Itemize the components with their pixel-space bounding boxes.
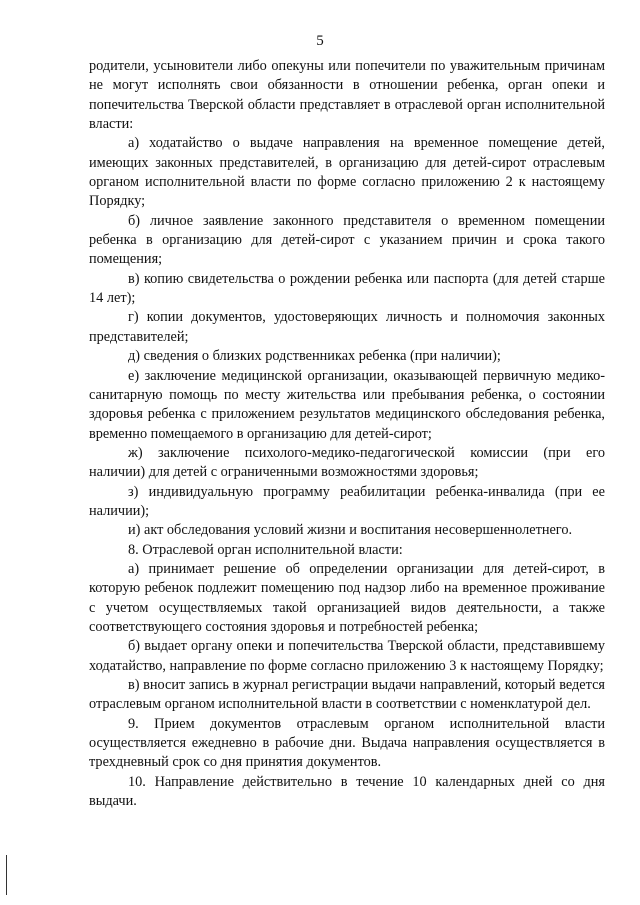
paragraph-item-b: б) личное заявление законного представителя о временном помещении ребенка в организацию для детей-сирот с указанием причин и срока такого помещения;	[89, 212, 605, 268]
paragraph-item-i: и) акт обследования условий жизни и воспитания несовершеннолетнего.	[128, 522, 573, 539]
document-body	[89, 57, 605, 811]
paragraph-item-zh: ж) заключение психолого-медико-педагогической комиссии (при его наличии) для детей с ограниченными возможностями здоровья;	[89, 444, 605, 481]
paragraph-item-z: з) индивидуальную программу реабилитации ребенка-инвалида (при ее наличии);	[89, 483, 605, 519]
paragraph-item-e: е) заключение медицинской организации, оказывающей первичную медико-санитарную помощь по месту жительства или пребывания ребенка, о состоянии здоровья ребенка с приложением результатов медицинского обследования ребенка, временно помещаемого в организацию для детей-сирот;	[89, 367, 605, 442]
paragraph-item-v: в) копию свидетельства о рождении ребенка или паспорта (для детей старше 14 лет);	[89, 270, 605, 307]
paragraph-8-item-v: в) вносит запись в журнал регистрации выдачи направлений, который ведется отраслевым органом исполнительной власти в соответствии с номенклатурой дел.	[89, 677, 605, 713]
paragraph-continuation: родители, усыновители либо опекуны или попечители по уважительным причинам не могут исполнять свои обязанности в отношении ребенка, орган опеки и попечительства Тверской области представляет в отраслевой орган исполнительной власти:	[89, 58, 605, 133]
paragraph-item-a: а) ходатайство о выдаче направления на временное помещение детей, имеющих законных представителей, в организацию для детей-сирот отраслевым органом исполнительной власти по форме согласно приложению 2 к настоящему Порядку;	[89, 135, 605, 210]
scan-edge-mark	[6, 855, 7, 895]
paragraph-8-item-b: б) выдает органу опеки и попечительства Тверской области, представившему ходатайство, направление по форме согласно приложению 3 к настоящему Порядку;	[89, 638, 605, 674]
paragraph-item-d: д) сведения о близких родственниках ребенка (при наличии);	[128, 348, 501, 365]
section-9-paragraph: 9. Прием документов отраслевым органом исполнительной власти осуществляется ежедневно в рабочие дни. Выдача направления осуществляется в трехдневный срок со дня принятия документов.	[89, 715, 605, 771]
section-10-paragraph: 10. Направление действительно в течение 10 календарных дней со дня выдачи.	[89, 773, 605, 810]
section-8-heading: 8. Отраслевой орган исполнительной власти:	[128, 541, 403, 558]
paragraph-item-g: г) копии документов, удостоверяющих личность и полномочия законных представителей;	[89, 309, 605, 345]
paragraph-8-item-a: а) принимает решение об определении организации для детей-сирот, в которую ребенок подлежит помещению под надзор либо на временное проживание с учетом осуществляемых такой организацией видов деятельности, а также соответствующего состояния здоровья и потребностей ребенка;	[89, 560, 605, 635]
page-number: 5	[316, 33, 324, 49]
